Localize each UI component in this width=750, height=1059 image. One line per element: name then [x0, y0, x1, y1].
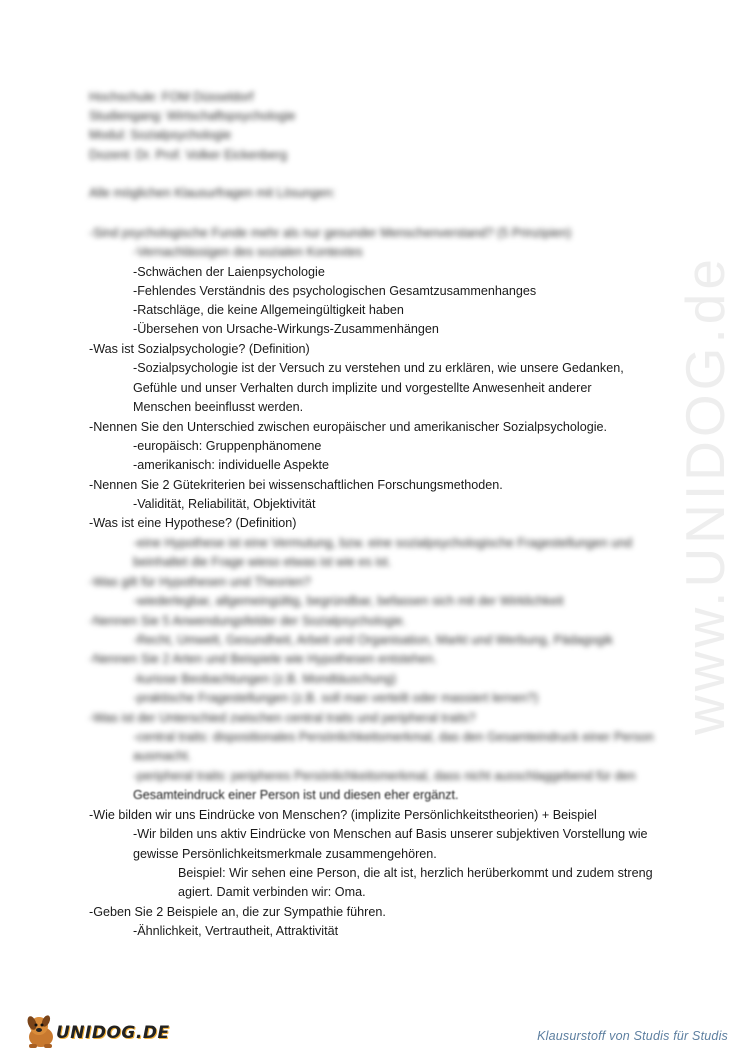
answer-line: Menschen beeinflusst werden. — [133, 400, 304, 414]
question-line: -Was ist eine Hypothese? (Definition) — [89, 516, 297, 530]
answer-line: Gesamteindruck einer Person ist und diesen eher ergänzt. — [133, 788, 459, 802]
answer-line: -peripheral traits: peripheres Persönlichkeitsmerkmal, dass nicht ausschlaggebend für den — [133, 769, 636, 783]
footer-tagline: Klausurstoff von Studis für Studis — [537, 1029, 728, 1043]
header-dozent: Dozent: Dr. Prof. Volker Eickenberg — [89, 148, 288, 162]
question-line: -Sind psychologische Funde mehr als nur gesunder Menschenverstand? (5 Prinzipien) — [89, 226, 572, 240]
answer-line: -praktische Fragestellungen (z.B. soll man verteilt oder massiert lernen?) — [133, 691, 539, 705]
intro-line: Alle möglichen Klausurfragen mit Lösungen: — [89, 186, 336, 200]
question-line: -Nennen Sie den Unterschied zwischen europäischer und amerikanischer Sozialpsychologie. — [89, 420, 608, 434]
answer-line: -central traits: dispositionales Persönlichkeitsmerkmal, das den Gesamteindruck einer Person — [133, 730, 654, 744]
answer-line: gewisse Persönlichkeitsmerkmale zusammengehören. — [133, 847, 437, 861]
logo-text: UNIDOG.DE — [56, 1023, 170, 1043]
answer-line: -Wir bilden uns aktiv Eindrücke von Menschen auf Basis unserer subjektiven Vorstellung wie — [133, 827, 648, 841]
answer-line: Gefühle und unser Verhalten durch implizite und vorgestellte Anwesenheit anderer — [133, 381, 592, 395]
question-line: -Nennen Sie 2 Gütekriterien bei wissenschaftlichen Forschungsmethoden. — [89, 478, 503, 492]
question-line: -Geben Sie 2 Beispiele an, die zur Sympathie führen. — [89, 905, 386, 919]
answer-line: -Übersehen von Ursache-Wirkungs-Zusammenhängen — [133, 322, 439, 336]
answer-line: -Ähnlichkeit, Vertrautheit, Attraktivität — [133, 924, 339, 938]
question-line: -Nennen Sie 5 Anwendungsfelder der Sozialpsychologie. — [89, 614, 407, 628]
answer-line: -eine Hypothese ist eine Vermutung, bzw. eine sozialpsychologische Fragestellungen und — [133, 536, 633, 550]
answer-line: -europäisch: Gruppenphänomene — [133, 439, 322, 453]
answer-line: -amerikanisch: individuelle Aspekte — [133, 458, 330, 472]
answer-line: beinhaltet die Frage wieso etwas ist wie es ist. — [133, 555, 392, 569]
watermark: www.UNIDOG.de — [674, 255, 736, 735]
question-line: -Was gilt für Hypothesen und Theorien? — [89, 575, 311, 589]
question-line: -Wie bilden wir uns Eindrücke von Menschen? (implizite Persönlichkeitstheorien) + Beispiel — [89, 808, 597, 822]
example-line: Beispiel: Wir sehen eine Person, die alt ist, herzlich herüberkommt und zudem streng — [178, 866, 653, 880]
answer-line: -Ratschläge, die keine Allgemeingültigkeit haben — [133, 303, 404, 317]
header-hochschule: Hochschule: FOM Düsseldorf — [89, 90, 254, 104]
answer-line: -Schwächen der Laienpsychologie — [133, 265, 325, 279]
answer-line: ausmacht. — [133, 749, 192, 763]
answer-line: -Recht, Umwelt, Gesundheit, Arbeit und Organisation, Markt und Werbung, Pädagogik — [133, 633, 613, 647]
answer-line: -kuriose Beobachtungen (z.B. Mondtäuschung) — [133, 672, 397, 686]
question-line: -Was ist Sozialpsychologie? (Definition) — [89, 342, 310, 356]
example-line: agiert. Damit verbinden wir: Oma. — [178, 885, 366, 899]
question-line: -Was ist der Unterschied zwischen central traits und peripheral traits? — [89, 711, 476, 725]
answer-line: -Validität, Reliabilität, Objektivität — [133, 497, 316, 511]
unidog-logo[interactable] — [24, 1013, 170, 1051]
dog-mascot-icon — [24, 1013, 58, 1049]
header-studiengang: Studiengang: Wirtschaftspsychologie — [89, 109, 296, 123]
header-modul: Modul: Sozialpsychologie — [89, 128, 232, 142]
answer-line: -Vernachlässigen des sozialen Kontextes — [133, 245, 363, 259]
answer-line: -wiederlegbar, allgemeingültig, begründbar, befassen sich mit der Wirklichkeit — [133, 594, 564, 608]
answer-line: -Sozialpsychologie ist der Versuch zu verstehen und zu erklären, wie unsere Gedanken, — [133, 361, 624, 375]
question-line: -Nennen Sie 2 Arten und Beispiele wie Hypothesen entstehen. — [89, 652, 437, 666]
answer-line: -Fehlendes Verständnis des psychologischen Gesamtzusammenhanges — [133, 284, 537, 298]
